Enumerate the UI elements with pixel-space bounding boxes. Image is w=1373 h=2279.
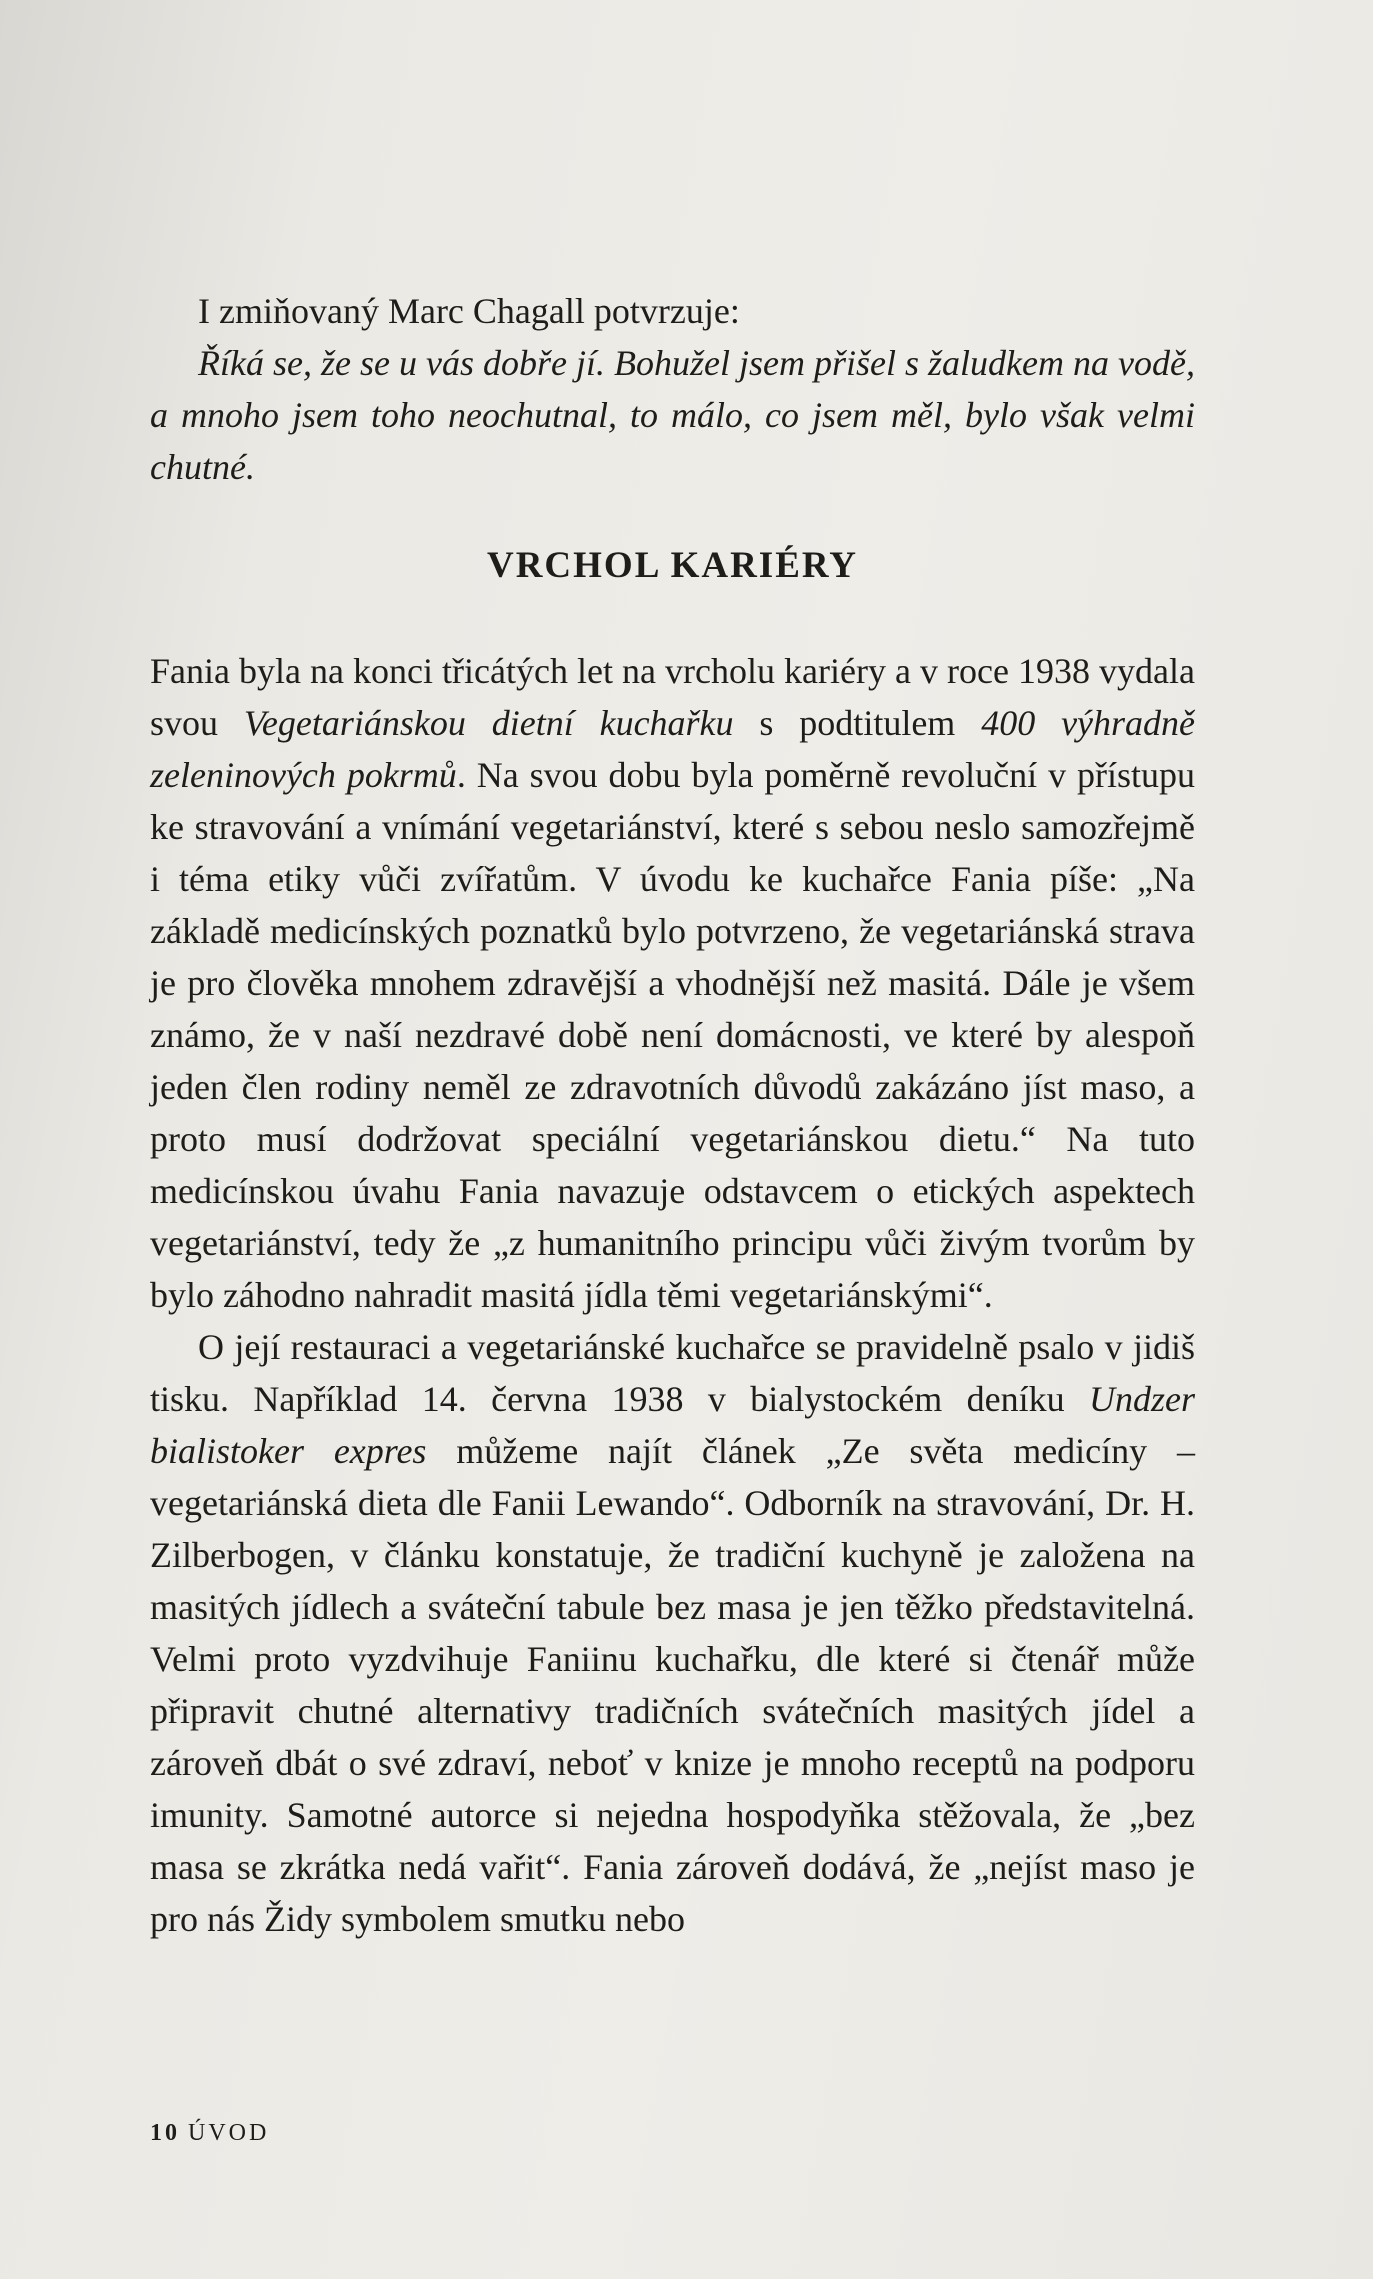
paragraph-1-text-c: s podtitulem xyxy=(733,703,982,743)
paragraph-2 xyxy=(150,1321,1195,1945)
paragraph-1 xyxy=(150,645,1195,1321)
chagall-quote: Říká se, že se u vás dobře jí. Bohužel jsem přišel s žaludkem na vodě, a mnoho jsem toho neochutnal, to málo, co jsem měl, bylo však velmi chutné. xyxy=(150,343,1195,487)
paragraph-1-text-a: Fania byla na konci třicátých let na vrcholu kariéry a v roce 1938 vydala svou xyxy=(150,651,1195,743)
body-text xyxy=(150,645,1195,1945)
page-footer xyxy=(150,2118,269,2148)
intro-lead: I zmiňovaný Marc Chagall potvrzuje: xyxy=(198,291,740,331)
intro-block xyxy=(150,285,1195,493)
running-section-title: ÚVOD xyxy=(188,2120,270,2146)
paragraph-2-text-c: můžeme najít článek „Ze světa medicíny – vegetariánská dieta dle Fanii Lewando“. Odborník na stravování, Dr. H. Zilberbogen, v článku konstatuje, že tradiční kuchyně je založena na masitých jídlech a sváteční tabule bez masa je jen těžko představitelná. Velmi proto vyzdvihuje Faniinu kuchařku, dle které si čtenář může připravit chutné alternativy tradičních svátečních masitých jídel a zároveň dbát o své zdraví, neboť v knize je mnoho receptů na podporu imunity. Samotné autorce si nejedna hospodyňka stěžovala, že „bez masa se zkrátka nedá vařit“. Fania zároveň dodává, že „nejíst maso je pro nás Židy symbolem smutku nebo xyxy=(150,1431,1195,1939)
paragraph-1-text-e: . Na svou dobu byla poměrně revoluční v přístupu ke stravování a vnímání vegetariánství, které s sebou neslo samozřejmě i téma etiky vůči zvířatům. V úvodu ke kuchařce Fania píše: „Na základě medicínských poznatků bylo potvrzeno, že vegetariánská strava je pro člověka mnohem zdravější a vhodnější než masitá. Dále je všem známo, že v naší nezdravé době není domácnosti, ve které by alespoň jeden člen rodiny neměl ze zdravotních důvodů zakázáno jíst maso, a proto musí dodržovat speciální vegetariánskou dietu.“ Na tuto medicínskou úvahu Fania navazuje odstavcem o etických aspektech vegetariánství, tedy že „z humanitního principu vůči živým tvorům by bylo záhodno nahradit masitá jídla těmi vegetariánskými“. xyxy=(150,755,1195,1315)
section-heading: VRCHOL KARIÉRY xyxy=(486,545,859,586)
newspaper-title: Undzer bialistoker expres xyxy=(150,1379,1195,1471)
page-number: 10 xyxy=(150,2120,180,2146)
paragraph-2-text-a: O její restauraci a vegetariánské kuchařce se pravidelně psalo v jidiš tisku. Například 14. června 1938 v bialystockém deníku xyxy=(150,1327,1195,1419)
book-title: Vegetariánskou dietní kuchařku xyxy=(243,703,734,743)
book-subtitle: 400 výhradně zeleninových pokrmů xyxy=(150,703,1196,795)
